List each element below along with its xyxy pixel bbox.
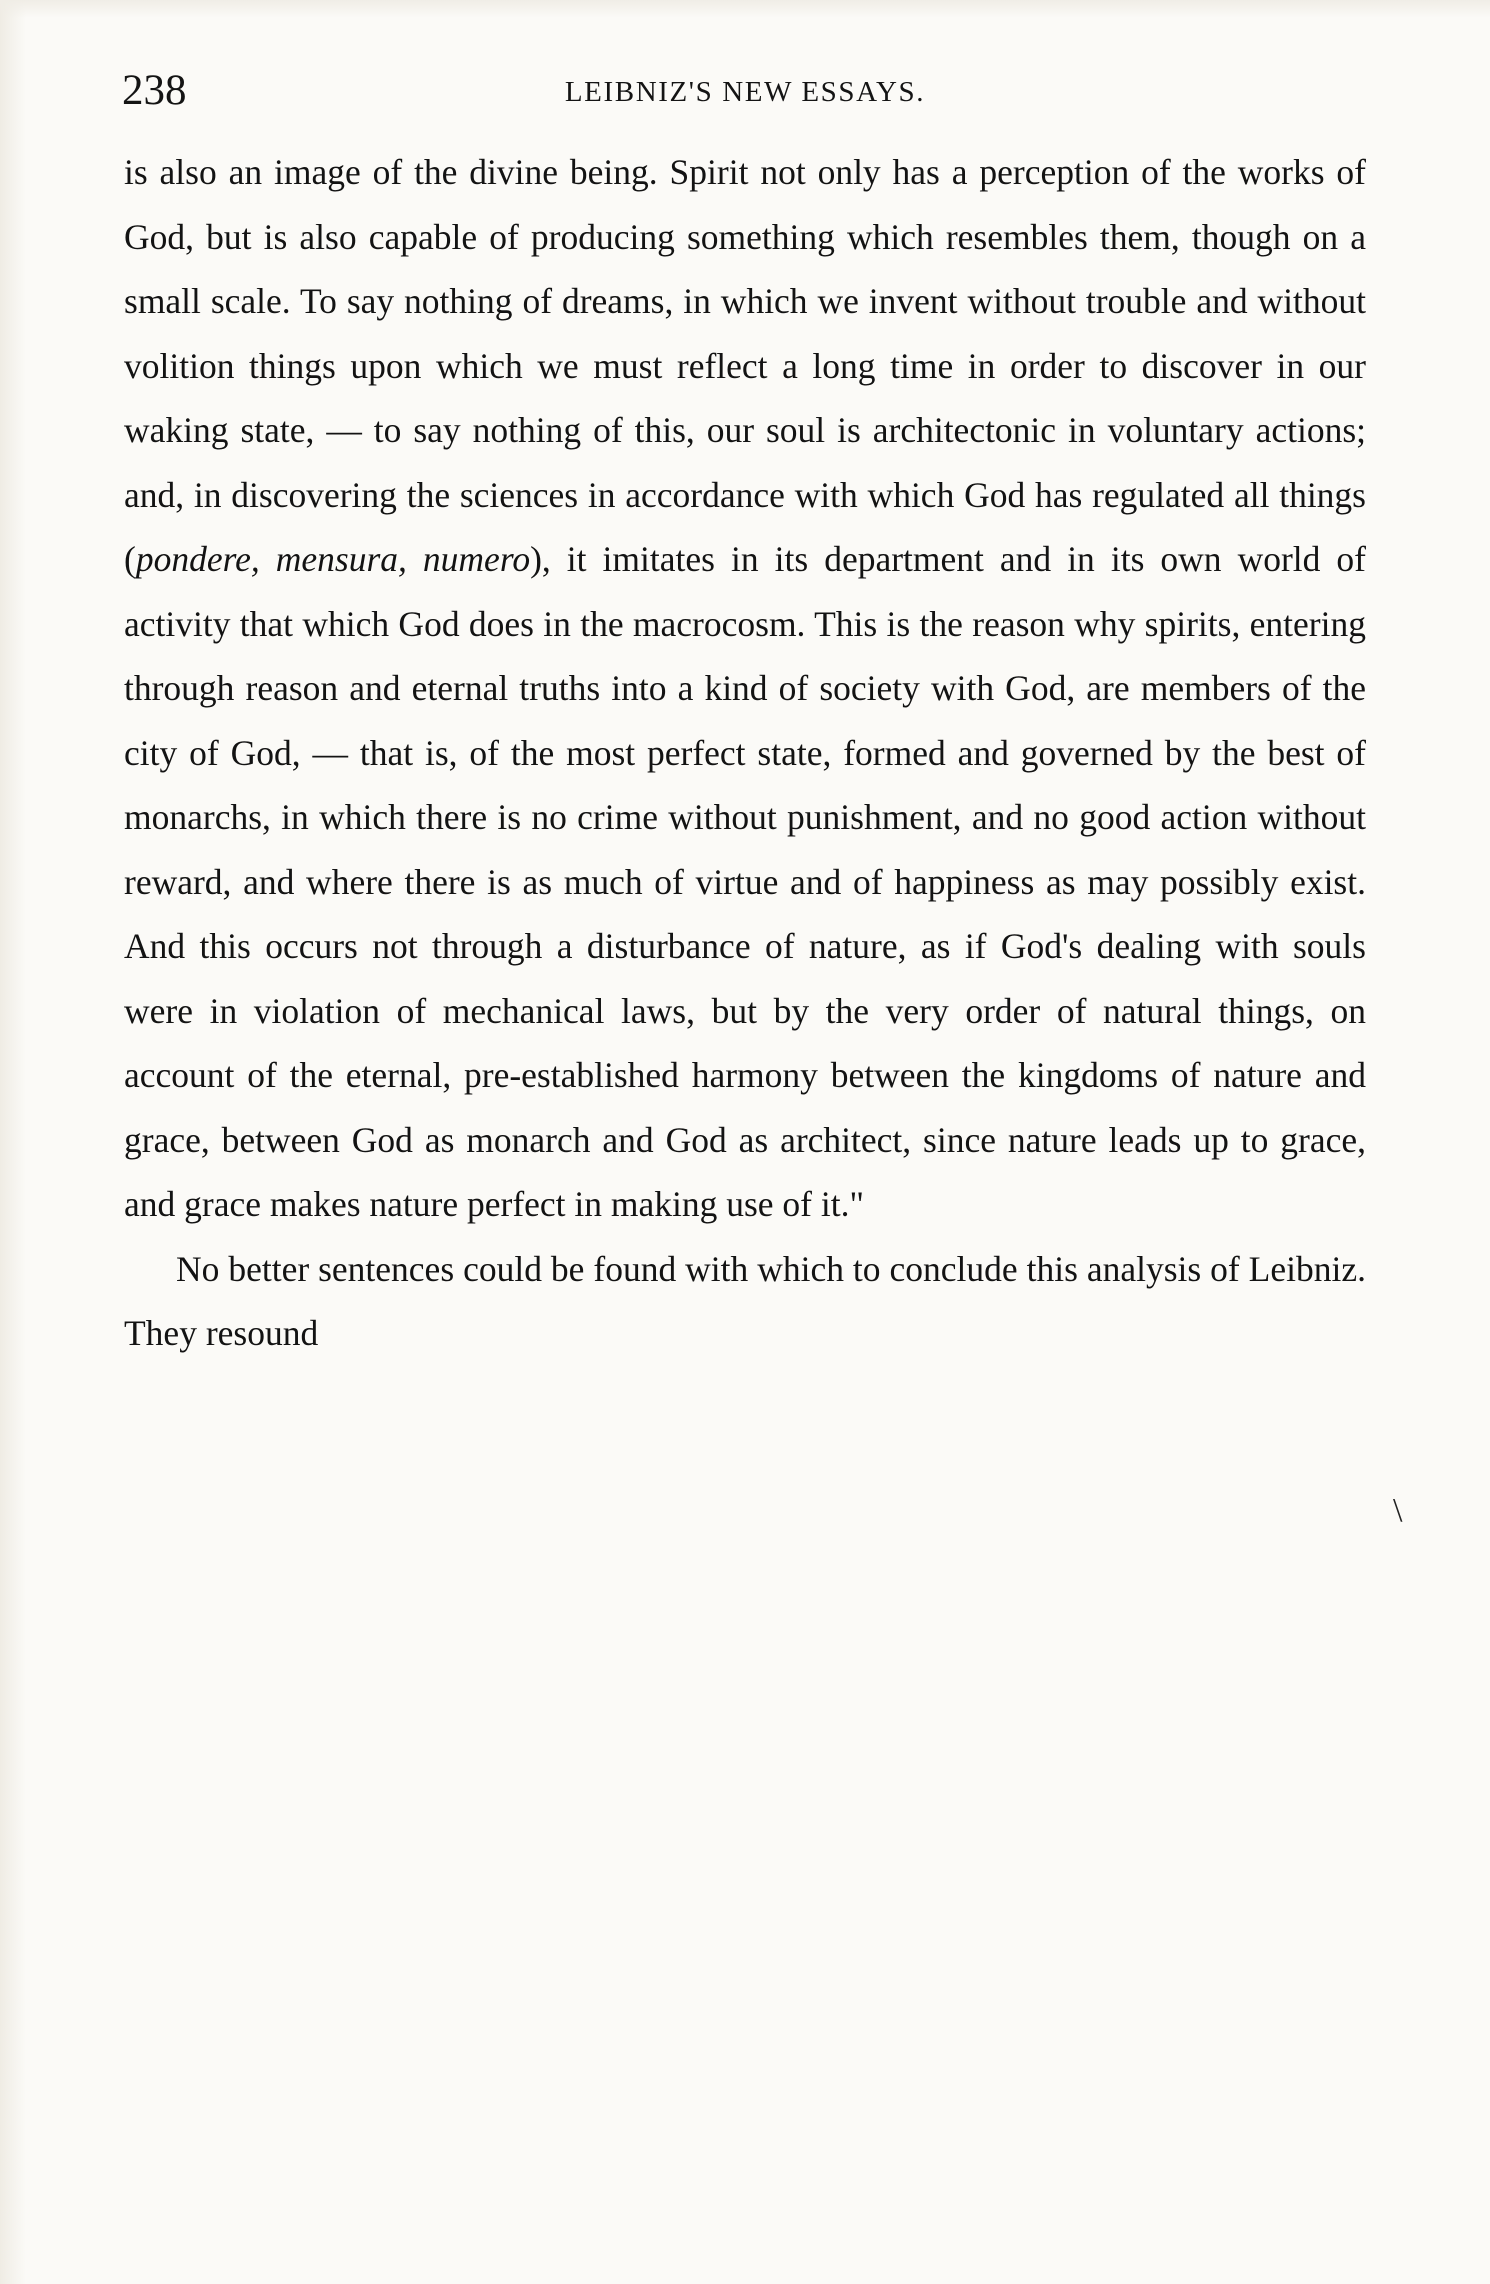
margin-mark: \ bbox=[1393, 1492, 1403, 1529]
paragraph-1 bbox=[124, 140, 1366, 1237]
page-edge-shadow-top bbox=[0, 0, 1490, 18]
paragraph-1-part-a: is also an image of the divine being. Spirit not only has a perception of the works of God, but is also capable of producing something which resembles them, though on a small scale. To say nothing of dreams, in which we invent without trouble and without volition things upon which we must reflect a long time in order to discover in our waking state, — to say nothing of this, our soul is architectonic in voluntary actions; and, in discovering the sciences in accordance with which God has regulated all things ( bbox=[124, 152, 1366, 579]
paragraph-2: No better sentences could be found with which to conclude this analysis of Leibniz. They resound bbox=[124, 1248, 1366, 1353]
page-number: 238 bbox=[122, 67, 187, 114]
paragraph-1-latin-terms: pondere, mensura, numero bbox=[135, 539, 531, 579]
page-edge-shadow-left bbox=[0, 0, 26, 2284]
paragraph-1-part-b: ), it imitates in its department and in its own world of activity that which God does in the macrocosm. This is the reason why spirits, entering through reason and eternal truths into a kind of society with God, are members of the city of God, — that is, of the most perfect state, formed and governed by the best of monarchs, in which there is no crime without punishment, and no good action without reward, and where there is as much of virtue and of happiness as may possibly exist. And this occurs not through a disturbance of nature, as if God's dealing with souls were in violation of mechanical laws, but by the very order of natural things, on account of the eternal, pre-established harmony between the kingdoms of nature and grace, between God as monarch and God as architect, since nature leads up to grace, and grace makes nature perfect in making use of it." bbox=[124, 539, 1367, 1224]
page-header bbox=[0, 38, 1490, 114]
body-text bbox=[124, 140, 1366, 1366]
running-head: LEIBNIZ'S NEW ESSAYS. bbox=[564, 76, 926, 108]
